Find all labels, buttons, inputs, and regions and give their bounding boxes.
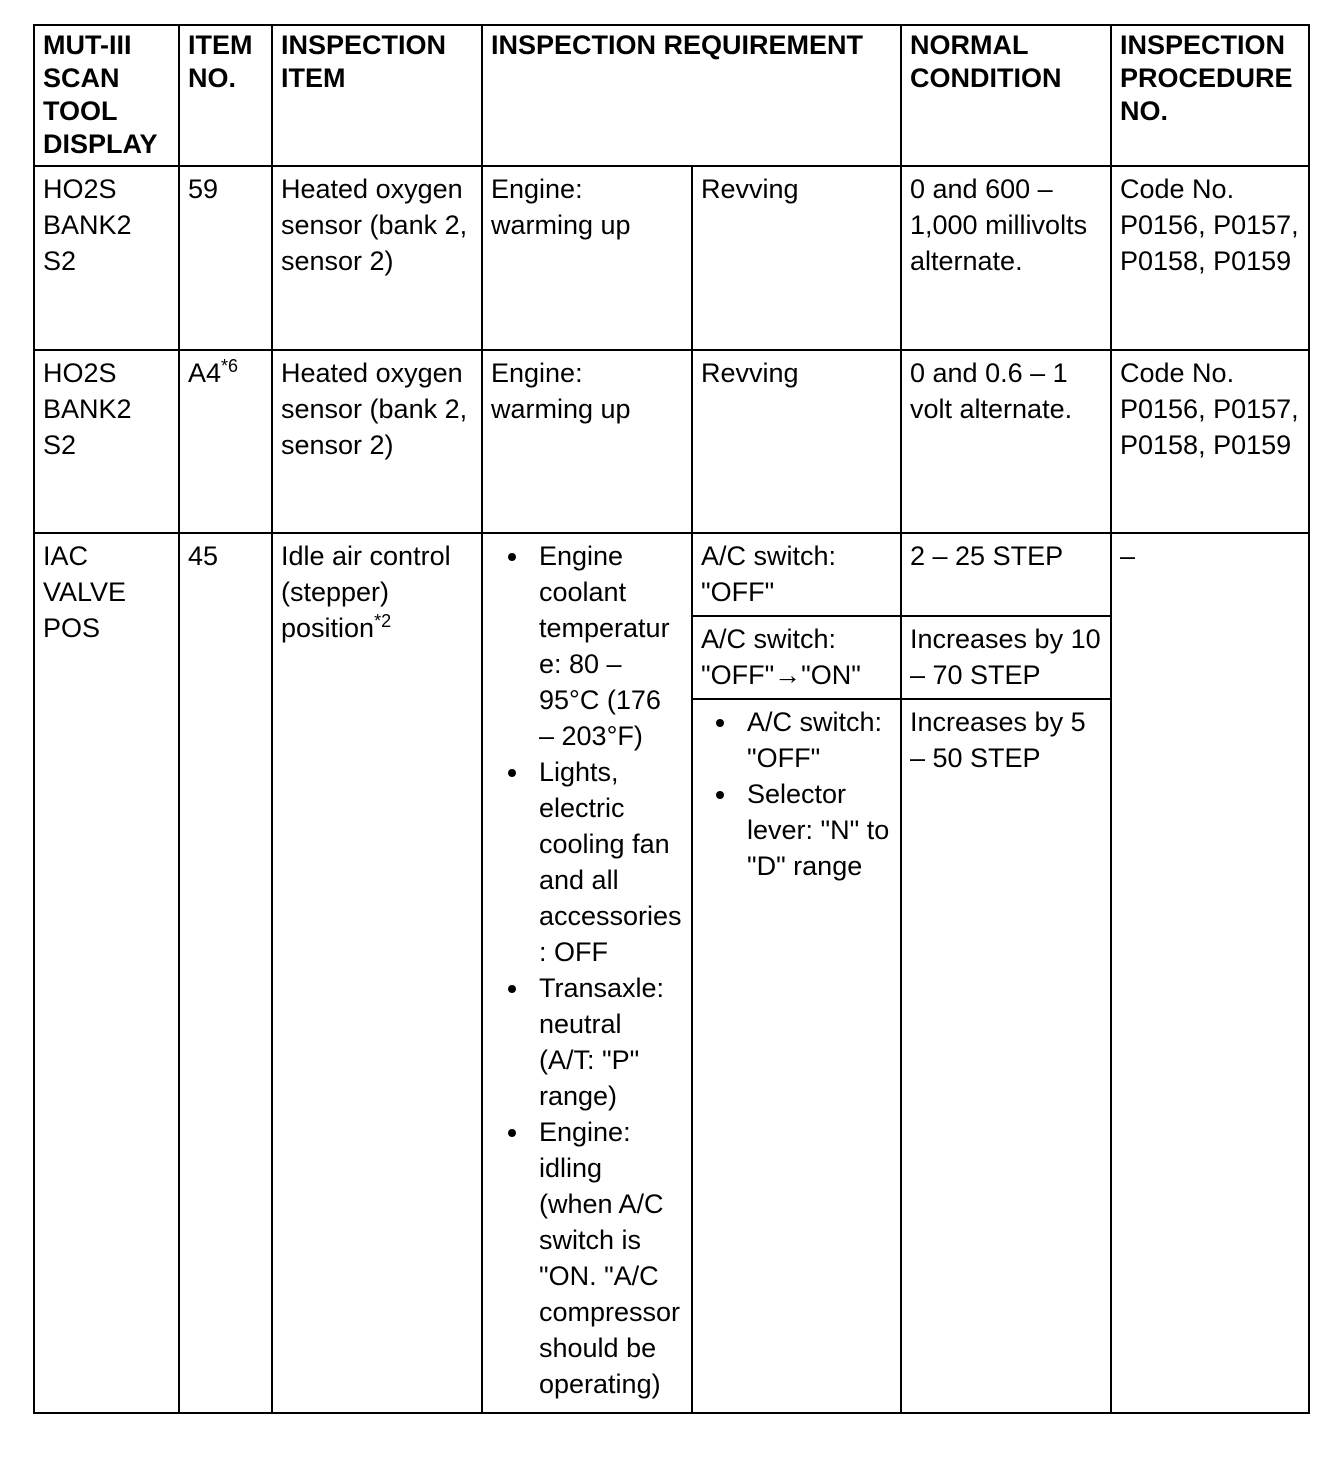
list-item: • Engine coolant temperature: 80 – 95°C (176 – 203°F) [531,538,683,754]
cell-condition-detail: Revving [692,166,901,350]
cell-normal-condition: 2 – 25 STEP [901,533,1111,616]
cell-condition-detail-list [692,699,901,1413]
condition-list [701,704,892,884]
cell-normal-condition: Increases by 5 – 50 STEP [901,699,1111,1413]
cell-inspection-item: Heated oxygen sensor (bank 2, sensor 2) [272,350,482,533]
cell-requirement: Engine: warming up [482,166,692,350]
list-item: • Selector lever: "N" to "D" range [739,776,892,884]
footnote-mark: *2 [374,611,392,631]
list-item: • Lights, electric cooling fan and all accessories: OFF [531,754,683,970]
cell-procedure: Code No. P0156, P0157, P0158, P0159 [1111,166,1309,350]
cell-condition-detail: A/C switch: "OFF"→"ON" [692,616,901,699]
header-row [34,25,1309,166]
cell-item-no: 59 [179,166,272,350]
header-normal-condition: NORMAL CONDITION [901,25,1111,166]
list-item: • A/C switch: "OFF" [739,704,892,776]
cell-display: HO2S BANK2 S2 [34,166,179,350]
footnote-mark: *6 [221,356,239,376]
item-no-text: A4 [188,358,222,388]
cell-requirement-list [482,533,692,1413]
cell-display: IAC VALVE POS [34,533,179,1413]
header-inspection-requirement: INSPECTION REQUIREMENT [482,25,901,166]
table-row [34,533,1309,616]
cell-condition-detail: A/C switch: "OFF" [692,533,901,616]
header-display: MUT-III SCAN TOOL DISPLAY [34,25,179,166]
header-item-no: ITEM NO. [179,25,272,166]
cell-requirement: Engine: warming up [482,350,692,533]
table-row [34,350,1309,533]
cell-procedure: – [1111,533,1309,1413]
cell-normal-condition: 0 and 0.6 – 1 volt alternate. [901,350,1111,533]
cell-item-no [179,350,272,533]
cell-normal-condition: Increases by 10 – 70 STEP [901,616,1111,699]
cell-inspection-item: Heated oxygen sensor (bank 2, sensor 2) [272,166,482,350]
table-row [34,166,1309,350]
requirement-list [491,538,683,1402]
cell-condition-detail: Revving [692,350,901,533]
cell-procedure: Code No. P0156, P0157, P0158, P0159 [1111,350,1309,533]
header-inspection-item: INSPECTION ITEM [272,25,482,166]
header-procedure-no: INSPECTION PROCEDURE NO. [1111,25,1309,166]
list-item: • Transaxle: neutral (A/T: "P" range) [531,970,683,1114]
cell-normal-condition: 0 and 600 – 1,000 millivolts alternate. [901,166,1111,350]
inspection-table [33,24,1310,1414]
cell-item-no: 45 [179,533,272,1413]
list-item: • Engine: idling (when A/C switch is "ON. "A/C compressor should be operating) [531,1114,683,1402]
cell-display: HO2S BANK2 S2 [34,350,179,533]
cell-inspection-item [272,533,482,1413]
inspection-item-text: Idle air control (stepper) position [281,541,451,643]
